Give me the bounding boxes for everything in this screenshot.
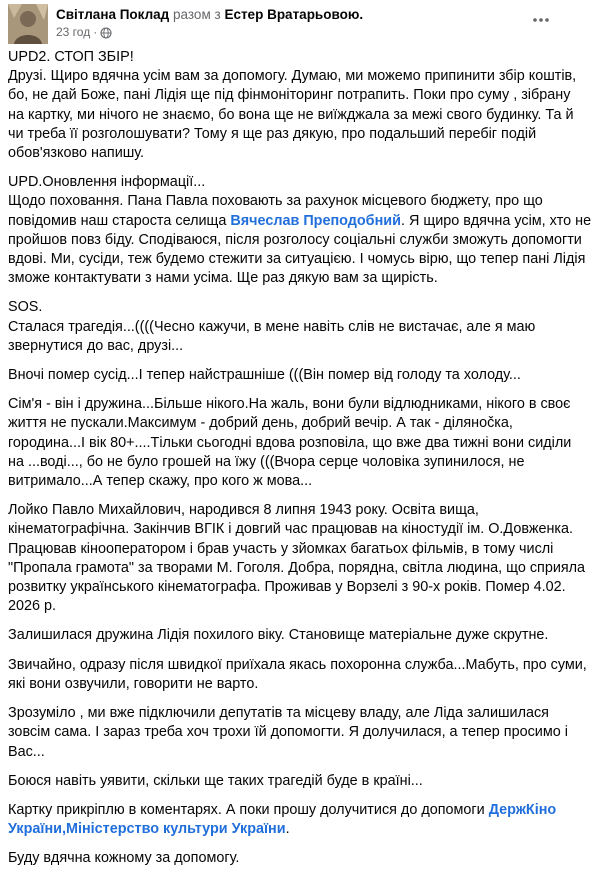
text-line: SOS.	[8, 299, 43, 316]
text-line: вдові. Ми, сусіди, теж будемо стежити за ситуацією. І чомусь вірю, що тепер пані Лідія	[8, 251, 586, 268]
text-fragment: . Я щиро вдячна усім, хто не	[400, 212, 591, 229]
text-line: Боюся навіть уявити, скільки ще таких трагедій буде в країні...	[8, 772, 423, 789]
more-dots-icon	[532, 17, 550, 23]
text-line: Лойко Павло Михайлович, народився 8 липня 1943 року. Освіта вища,	[8, 502, 479, 519]
mention-link-derzhkino-cont[interactable]: України	[8, 821, 62, 838]
more-options-button[interactable]	[529, 10, 553, 30]
text-fragment: ,	[62, 821, 66, 838]
paragraph-funeral-service	[8, 656, 587, 694]
text-line: Друзі. Щиро вдячна усім вам за допомогу. Думаю, ми можемо припинити збір коштів,	[8, 68, 577, 85]
text-line-with-mention	[8, 801, 557, 820]
text-line: обов'язково напишу.	[8, 145, 145, 162]
paragraph-thanks	[8, 849, 557, 868]
text-line: звернутися до вас, друзі...	[8, 337, 184, 354]
text-line: Щодо поховання. Пана Павла поховають за рахунок місцевого бюджету, про що	[8, 193, 543, 210]
text-line: Вас...	[8, 743, 45, 760]
text-line: UPD.Оновлення інформації...	[8, 174, 206, 191]
paragraph-fear	[8, 772, 557, 791]
globe-icon	[100, 27, 112, 39]
paragraph-card	[8, 801, 557, 839]
paragraph-wife	[8, 626, 557, 645]
text-line: на ...воді..., бо не було грошей на їжу (((Вчора серце чоловіка зупинилося, не	[8, 453, 525, 470]
text-line: розвитку українського кінематографа. Проживав у Ворзелі з 90-х років. Помер 4.02.	[8, 579, 566, 596]
paragraph-family	[8, 395, 572, 491]
with-text: разом з	[173, 7, 221, 22]
paragraph-upd	[8, 173, 591, 288]
post-body	[8, 48, 591, 879]
avatar-image-icon	[8, 4, 48, 44]
paragraph-night	[8, 366, 557, 385]
text-line: витримало...А тепер скажу, про кого ж мова...	[8, 473, 313, 490]
text-line: бо, не дай Боже, пані Лідія ще під фінмоніторинг потрапить. Поки про суму , зібрану	[8, 87, 571, 104]
text-line: "Пропала грамота" за творами М. Гоголя. Добра, порядна, світла людина, що сприяла	[8, 559, 586, 576]
text-line-with-mention	[8, 212, 591, 231]
text-line: які вони озвучили, говорити не варто.	[8, 675, 259, 692]
mention-link-starosta[interactable]: Вячеслав Преподобний	[230, 212, 401, 229]
paragraph-biography	[8, 501, 586, 616]
text-line: городина...І вік 80+....Тільки сьогодні вдова розповіла, що вже два тижні вони сиділи	[8, 434, 572, 451]
text-line: кінематографічна. Закінчив ВГІК і довгий час працював на кіностудії ім. О.Довженка.	[8, 521, 574, 538]
text-line: зможе контактувати з нами усіма. Ще раз дякую вам за щирість.	[8, 270, 438, 287]
text-line: Звичайно, одразу після швидкої приїхала якась похоронна служба...Мабуть, про суми,	[8, 656, 587, 673]
text-line: Працював кінооператором і брав участь у зйомках багатьох фільмів, в тому числі	[8, 540, 554, 557]
text-line: UPD2. СТОП ЗБІР!	[8, 49, 134, 65]
text-line: зовсім сама. І зараз треба хоч трохи їй допомогти. Я долучилася, а тепер просимо і	[8, 724, 568, 741]
text-fragment: .	[285, 821, 290, 838]
post-time-link[interactable]: 23 год	[56, 25, 91, 39]
post-header	[0, 0, 563, 48]
paragraph-sos	[8, 298, 557, 356]
text-line: на картку, ми нічого не знаємо, бо вона ще не виїжджала за межі свого будинку. Та й	[8, 106, 574, 123]
text-line: пройшов повз біду. Сподіваюся, після розголосу соціальні служби зможуть допомогти	[8, 231, 582, 248]
author-avatar[interactable]	[8, 4, 48, 44]
text-line: Буду вдячна кожному за допомогу.	[8, 850, 240, 867]
coauthor-suffix: .	[359, 7, 364, 22]
meta-separator: ·	[93, 25, 98, 39]
paragraph-deputies	[8, 704, 568, 762]
text-line: 2026 р.	[8, 598, 57, 615]
post-author-line	[56, 6, 523, 23]
post-meta	[56, 25, 112, 40]
text-line: чи треба її розголошувати? Тому я ще раз дякую, про подальший перебіг подій	[8, 125, 537, 142]
text-fragment: повідомив наш староста селища	[8, 212, 231, 229]
text-line: Зрозуміло , ми вже підключили депутатів та місцеву владу, але Ліда залишилася	[8, 705, 549, 722]
mention-link-derzhkino[interactable]: ДержКіно	[488, 801, 557, 818]
mention-link-ministry-culture[interactable]: Міністерство культури України	[66, 821, 286, 838]
text-line: Сталася трагедія...((((Чесно кажучи, в мене навіть слів не вистачає, але я маю	[8, 318, 536, 335]
author-name-link[interactable]: Світлана Поклад	[56, 7, 170, 22]
text-line: життя не пускали.Максимум - добрий день, добрий вечір. А так - ділянočка,	[8, 415, 513, 432]
coauthor-name-link[interactable]: Естер Вратарьовою	[224, 7, 360, 22]
text-line: Вночі помер сусід...І тепер найстрашніше (((Він помер від голоду та холоду...	[8, 367, 521, 384]
text-fragment: Картку прикріплю в коментарях. А поки прошу долучитися до допомоги	[8, 801, 489, 818]
text-line: Залишилася дружина Лідія похилого віку. Становище матеріальне дуже скрутне.	[8, 627, 549, 644]
paragraph-upd2	[8, 48, 577, 163]
text-line-with-mention	[8, 820, 557, 839]
text-line: Сім'я - він і дружина...Більше нікого.На жаль, вони були відлюдниками, нікого в своє	[8, 396, 571, 413]
